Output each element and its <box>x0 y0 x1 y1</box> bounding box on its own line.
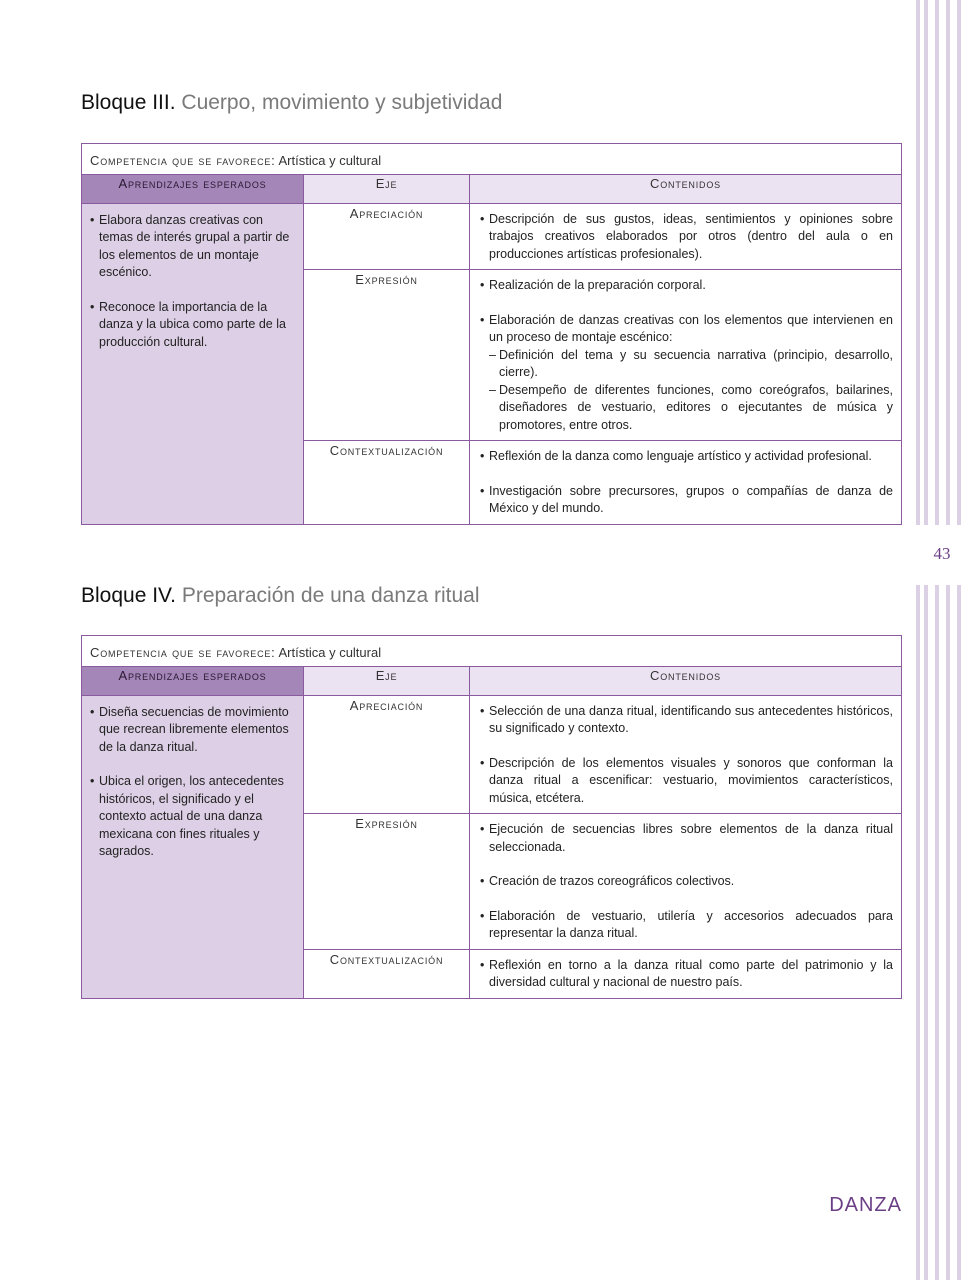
contenidos-cell <box>470 441 902 525</box>
header-contenidos: Contenidos <box>470 174 902 203</box>
list-item: • Realización de la preparación corporal. <box>480 277 893 295</box>
contenidos-cell <box>470 695 902 814</box>
eje-cell: Expresión <box>304 270 470 441</box>
list-item: • Reflexión de la danza como lenguaje artístico y actividad profesional. <box>480 448 893 466</box>
bloque-4-title-main: Bloque IV. <box>81 584 176 607</box>
competencia-value: Artística y cultural <box>278 645 382 660</box>
header-aprendizajes: Aprendizajes esperados <box>82 174 304 203</box>
sub-list <box>489 347 893 435</box>
bloque-3-title-main: Bloque III. <box>81 91 176 114</box>
competencia-label: Competencia que se favorece: <box>90 153 276 168</box>
aprendizajes-cell <box>82 695 304 998</box>
sub-list-item: – Desempeño de diferentes funciones, como coreógrafos, bailarines, diseñadores de vestuario, editores o ejecutantes de música y promotores, entre otros. <box>489 382 893 435</box>
eje-cell: Contextualización <box>304 949 470 998</box>
list-item: • Ubica el origen, los antecedentes históricos, el significado y el contexto actual de una danza mexicana con fines rituales y sagrados. <box>90 773 295 861</box>
page-number: 43 <box>933 544 951 563</box>
list-item: • Reconoce la importancia de la danza y la ubica como parte de la producción cultural. <box>90 299 295 352</box>
list-item: • Selección de una danza ritual, identificando sus antecedentes históricos, su significado y contexto. <box>480 703 893 738</box>
header-eje: Eje <box>304 666 470 695</box>
header-eje: Eje <box>304 174 470 203</box>
header-aprendizajes: Aprendizajes esperados <box>82 666 304 695</box>
sub-list-item: – Definición del tema y su secuencia narrativa (principio, desarrollo, cierre). <box>489 347 893 382</box>
bloque-4-table <box>81 635 902 999</box>
competencia-label: Competencia que se favorece: <box>90 645 276 660</box>
list-item <box>480 312 893 435</box>
list-item: • Ejecución de secuencias libres sobre elementos de la danza ritual seleccionada. <box>480 821 893 856</box>
table-row <box>82 695 902 814</box>
bloque-4-title-sub: Preparación de una danza ritual <box>181 584 480 607</box>
decorative-stripes <box>912 0 972 1280</box>
competencia-value: Artística y cultural <box>278 153 382 168</box>
header-row <box>82 174 902 203</box>
header-contenidos: Contenidos <box>470 666 902 695</box>
contenidos-cell <box>470 949 902 998</box>
list-item-text: Elaboración de danzas creativas con los elementos que intervienen en un proceso de montaje escénico: <box>489 312 893 344</box>
bloque-3-title <box>81 91 502 115</box>
list-item: • Descripción de sus gustos, ideas, sentimientos y opiniones sobre trabajos creativos elaborados por otros (dentro del aula o en producciones artísticas profesionales). <box>480 211 893 264</box>
header-row <box>82 666 902 695</box>
list-item: • Diseña secuencias de movimiento que recrean libremente elementos de la danza ritual. <box>90 704 295 757</box>
bloque-4-title <box>81 584 480 608</box>
competencia-row <box>82 144 902 175</box>
bloque-3-table <box>81 143 902 525</box>
contenidos-cell <box>470 203 902 270</box>
eje-cell: Apreciación <box>304 203 470 270</box>
list-item: • Reflexión en torno a la danza ritual como parte del patrimonio y la diversidad cultural y nacional de nuestro país. <box>480 957 893 992</box>
bloque-3-title-sub: Cuerpo, movimiento y subjetividad <box>181 91 503 114</box>
contenidos-cell <box>470 814 902 950</box>
list-item: • Creación de trazos coreográficos colectivos. <box>480 873 893 891</box>
list-item: • Elaboración de vestuario, utilería y accesorios adecuados para representar la danza ritual. <box>480 908 893 943</box>
footer-subject: DANZA <box>829 1194 902 1216</box>
eje-cell: Apreciación <box>304 695 470 814</box>
competencia-row <box>82 636 902 667</box>
list-item: • Investigación sobre precursores, grupos o compañías de danza de México y del mundo. <box>480 483 893 518</box>
eje-cell: Contextualización <box>304 441 470 525</box>
aprendizajes-cell <box>82 203 304 524</box>
eje-cell: Expresión <box>304 814 470 950</box>
list-item: • Elabora danzas creativas con temas de interés grupal a partir de los elementos de un montaje escénico. <box>90 212 295 282</box>
table-row <box>82 203 902 270</box>
contenidos-cell <box>470 270 902 441</box>
list-item: • Descripción de los elementos visuales y sonoros que conforman la danza ritual a escenificar: vestuario, movimientos característicos, música, etcétera. <box>480 755 893 808</box>
